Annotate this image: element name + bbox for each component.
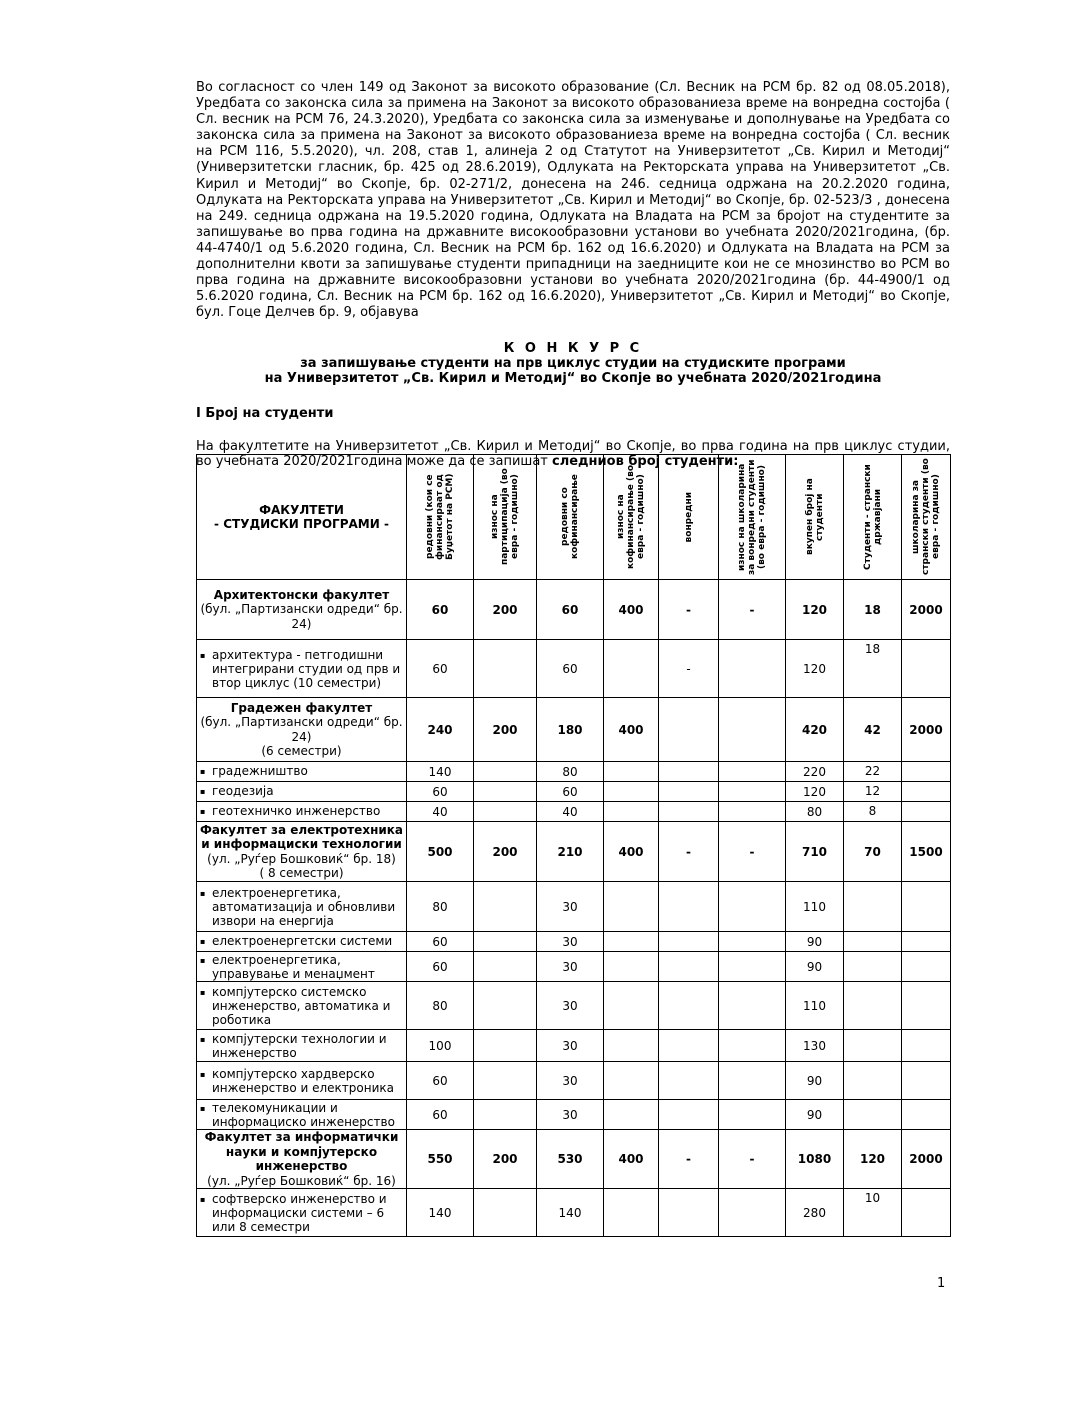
value-cell — [719, 1030, 786, 1062]
value-cell — [659, 698, 719, 762]
program-name: електроенергетика, управување и менаџмент — [212, 952, 375, 981]
value-cell: 60 — [407, 932, 474, 952]
value-cell: 90 — [786, 1100, 844, 1130]
program-row — [197, 1100, 951, 1130]
program-row — [197, 982, 951, 1030]
header-cell — [474, 455, 537, 580]
value-cell — [719, 762, 786, 782]
value-cell: 80 — [786, 802, 844, 822]
value-cell: 400 — [604, 698, 659, 762]
value-cell — [659, 782, 719, 802]
value-cell: 130 — [786, 1030, 844, 1062]
value-cell: - — [659, 1130, 719, 1189]
value-cell — [844, 1062, 902, 1100]
value-cell — [474, 1100, 537, 1130]
faculty-row — [197, 698, 951, 762]
value-cell: 200 — [474, 822, 537, 882]
faculty-name-cell — [197, 1130, 407, 1189]
value-cell — [719, 952, 786, 982]
program-name: геодезија — [212, 784, 274, 798]
faculty-row — [197, 580, 951, 640]
program-name-cell — [197, 782, 407, 802]
value-cell — [719, 782, 786, 802]
announcement-subtitle-line1: за запишување студенти на прв циклус студии на студиските програми — [300, 356, 846, 372]
value-cell — [474, 782, 537, 802]
value-cell: 30 — [537, 952, 604, 982]
faculty-detail: (бул. „Партизански одреди“ бр. 24) — [200, 602, 403, 631]
value-cell — [902, 802, 951, 822]
program-name: компјутерски технологии и инженерство — [212, 1031, 387, 1060]
value-cell: 80 — [407, 882, 474, 932]
value-cell — [659, 762, 719, 782]
value-cell — [604, 782, 659, 802]
value-cell: - — [659, 580, 719, 640]
program-name-cell — [197, 802, 407, 822]
header-cell — [604, 455, 659, 580]
faculty-name-cell — [197, 698, 407, 762]
announcement-title: К О Н К У Р С — [503, 341, 643, 357]
value-cell: 1500 — [902, 822, 951, 882]
faculty-name: Архитектонски факултет — [213, 587, 390, 602]
table-body — [197, 580, 951, 1237]
faculty-row — [197, 822, 951, 882]
value-cell: 10 — [844, 1189, 902, 1237]
value-cell — [474, 1062, 537, 1100]
value-cell: 18 — [844, 640, 902, 698]
value-cell — [902, 932, 951, 952]
value-cell: 280 — [786, 1189, 844, 1237]
header-faculties-line1: ФАКУЛТЕТИ — [259, 503, 344, 517]
bullet-icon: ▪ — [200, 1069, 206, 1079]
value-cell — [474, 952, 537, 982]
bullet-icon: ▪ — [200, 1103, 206, 1113]
value-cell — [474, 640, 537, 698]
header-cell — [537, 455, 604, 580]
value-cell: 400 — [604, 580, 659, 640]
value-cell — [902, 1189, 951, 1237]
value-cell: 1080 — [786, 1130, 844, 1189]
value-cell — [604, 982, 659, 1030]
program-row — [197, 1189, 951, 1237]
value-cell — [719, 1100, 786, 1130]
value-cell — [902, 882, 951, 932]
value-cell: 80 — [407, 982, 474, 1030]
program-row — [197, 1062, 951, 1100]
program-row — [197, 802, 951, 822]
value-cell: 60 — [537, 782, 604, 802]
header-label: износ на партиципација (во евра - годишно) — [490, 468, 520, 566]
value-cell: 30 — [537, 1100, 604, 1130]
value-cell — [719, 982, 786, 1030]
faculty-name-cell — [197, 822, 407, 882]
header-label: редовни (кои се финансираат од Буџетот на РСМ) — [425, 473, 455, 561]
program-name-cell — [197, 1189, 407, 1237]
value-cell: 30 — [537, 1030, 604, 1062]
program-name: електроенергетика, автоматизација и обновливи извори на енергија — [212, 885, 396, 928]
bullet-icon: ▪ — [200, 888, 206, 898]
header-label: вкупен број на студенти — [804, 478, 825, 556]
value-cell: 60 — [407, 782, 474, 802]
value-cell — [474, 932, 537, 952]
value-cell: - — [659, 822, 719, 882]
faculty-detail: (ул. „Руѓер Бошковиќ“ бр. 16) — [207, 1173, 396, 1188]
value-cell: 2000 — [902, 580, 951, 640]
faculty-detail: (бул. „Партизански одреди“ бр. 24) — [200, 715, 403, 744]
value-cell — [844, 982, 902, 1030]
value-cell: 40 — [407, 802, 474, 822]
value-cell: 80 — [537, 762, 604, 782]
value-cell — [719, 802, 786, 822]
value-cell — [474, 882, 537, 932]
program-row — [197, 1030, 951, 1062]
value-cell — [719, 882, 786, 932]
bullet-icon: ▪ — [200, 787, 206, 796]
value-cell: 120 — [786, 782, 844, 802]
program-name-cell — [197, 1100, 407, 1130]
value-cell: 2000 — [902, 698, 951, 762]
value-cell — [844, 1100, 902, 1130]
program-name: телекомуникации и информациско инженерство — [212, 1100, 395, 1129]
value-cell: 710 — [786, 822, 844, 882]
value-cell: 400 — [604, 1130, 659, 1189]
value-cell: 60 — [407, 1100, 474, 1130]
value-cell — [474, 1030, 537, 1062]
value-cell — [719, 932, 786, 952]
value-cell — [604, 802, 659, 822]
value-cell: 30 — [537, 982, 604, 1030]
value-cell: 140 — [407, 762, 474, 782]
header-cell — [844, 455, 902, 580]
value-cell: - — [719, 580, 786, 640]
value-cell — [844, 952, 902, 982]
program-name-cell — [197, 1030, 407, 1062]
header-label: Студенти - странски државјани — [862, 464, 883, 570]
value-cell — [719, 1189, 786, 1237]
value-cell: 530 — [537, 1130, 604, 1189]
value-cell: 240 — [407, 698, 474, 762]
value-cell: 60 — [537, 580, 604, 640]
value-cell — [719, 640, 786, 698]
value-cell — [474, 802, 537, 822]
value-cell: 90 — [786, 1062, 844, 1100]
value-cell: 90 — [786, 932, 844, 952]
value-cell: 8 — [844, 802, 902, 822]
faculty-row — [197, 1130, 951, 1189]
value-cell: 100 — [407, 1030, 474, 1062]
document-page — [196, 80, 950, 469]
value-cell: 40 — [537, 802, 604, 822]
program-name-cell — [197, 982, 407, 1030]
value-cell — [902, 1100, 951, 1130]
program-row — [197, 640, 951, 698]
program-name-cell — [197, 640, 407, 698]
program-name-cell — [197, 932, 407, 952]
faculty-detail: (ул. „Руѓер Бошковиќ“ бр. 18) — [207, 851, 396, 866]
value-cell — [902, 640, 951, 698]
value-cell: 110 — [786, 882, 844, 932]
value-cell: 120 — [786, 580, 844, 640]
header-cell — [786, 455, 844, 580]
bullet-icon: ▪ — [200, 767, 206, 776]
value-cell — [844, 932, 902, 952]
program-row — [197, 782, 951, 802]
header-cell — [902, 455, 951, 580]
program-row — [197, 882, 951, 932]
value-cell: 220 — [786, 762, 844, 782]
value-cell — [902, 982, 951, 1030]
value-cell: 30 — [537, 882, 604, 932]
value-cell: 22 — [844, 762, 902, 782]
value-cell: 200 — [474, 1130, 537, 1189]
value-cell — [719, 1062, 786, 1100]
value-cell: 60 — [407, 952, 474, 982]
value-cell — [902, 762, 951, 782]
faculty-detail: (6 семестри) — [261, 744, 342, 758]
value-cell — [659, 882, 719, 932]
lead-text: На факултетите на Универзитетот „Св. Кирил и Методиј“ во Скопје, во прва година на прв циклус студии, во учебната 2020/2021година може да се запишат — [196, 439, 950, 470]
value-cell: 60 — [407, 1062, 474, 1100]
value-cell — [902, 1030, 951, 1062]
program-name: архитектура - петгодишни интегрирани студии од прв и втор циклус (10 семестри) — [212, 647, 401, 690]
value-cell — [604, 952, 659, 982]
value-cell — [659, 1100, 719, 1130]
value-cell: 500 — [407, 822, 474, 882]
bullet-icon: ▪ — [200, 650, 206, 660]
value-cell: - — [659, 640, 719, 698]
bullet-icon: ▪ — [200, 987, 206, 997]
value-cell — [604, 1030, 659, 1062]
value-cell: 120 — [844, 1130, 902, 1189]
faculty-name: Градежен факултет — [230, 700, 373, 715]
announcement-subtitle-line2: на Универзитетот „Св. Кирил и Методиј“ во Скопје во учебната 2020/2021година — [264, 371, 882, 387]
value-cell: 60 — [407, 640, 474, 698]
table-header-row — [197, 455, 951, 580]
header-label: вонредни — [683, 491, 694, 543]
value-cell: 210 — [537, 822, 604, 882]
value-cell — [604, 640, 659, 698]
program-name: геотехничко инженерство — [212, 804, 381, 818]
value-cell: 60 — [407, 580, 474, 640]
value-cell — [604, 882, 659, 932]
value-cell — [902, 782, 951, 802]
faculty-name-cell — [197, 580, 407, 640]
program-name: електроенергетски системи — [212, 934, 393, 948]
program-row — [197, 932, 951, 952]
value-cell — [604, 932, 659, 952]
value-cell — [844, 1030, 902, 1062]
announcement-heading — [196, 341, 950, 386]
value-cell — [659, 952, 719, 982]
value-cell: 550 — [407, 1130, 474, 1189]
header-cell — [659, 455, 719, 580]
value-cell — [604, 1062, 659, 1100]
value-cell: 2000 — [902, 1130, 951, 1189]
value-cell — [474, 982, 537, 1030]
value-cell — [659, 802, 719, 822]
header-label: износ на школарина за вонредни студенти (во евра - годишно) — [737, 459, 767, 575]
value-cell: 90 — [786, 952, 844, 982]
intro-paragraph: Во согласност со член 149 од Законот за високото образование (Сл. Весник на РСМ бр. 82 од 08.05.2018), Уредбата со законска сила за примена на Законот за високото образованиеза време на вонредна состојба ( Сл. весник на РСМ 76, 24.3.2020), Уредбата со законска сила за изменување и дополнување на Уредбата со законска сила за примена на Законот за високото образованиеза време на вонредна состојба ( Сл. весник на РСМ 116, 5.5.2020), чл. 208, став 1, алинеја 2 од Статутот на Универзитетот „Св. Кирил и Методиј“ (Универзитетски гласник, бр. 425 од 28.6.2019), Одлуката на Ректорската управа на Универзитетот „Св. Кирил и Методиј“ во Скопје, бр. 02-271/2, донесена на 246. седница одржана на 20.2.2020 година, Одлуката на Ректорската управа на Универзитетот „Св. Кирил и Методиј“ во Скопје, бр. 02-523/3 , донесена на 249. седница одржана на 19.5.2020 година, Одлуката на Владата на РСМ за бројот на студентите за запишување во прва година на државните високообразовни установи во учебната 2020/2021година, (бр. 44-4740/1 од 5.6.2020 година, Сл. Весник на РСМ бр. 162 од 16.6.2020) и Одлуката на Владата на РСМ за дополнителни квоти за запишување студенти припадници на заедниците кои не се мнозинство во РСМ во прва година на државните високообразовни установи во учебната 2020/2021година (бр. 44-4900/1 од 5.6.2020 година, Сл. Весник на РСМ бр. 162 од 16.6.2020), Универзитетот „Св. Кирил и Методиј“ во Скопје, бул. Гоце Делчев бр. 9, објавува — [196, 80, 950, 321]
value-cell: - — [719, 822, 786, 882]
value-cell — [659, 1062, 719, 1100]
value-cell: - — [719, 1130, 786, 1189]
program-name-cell — [197, 1062, 407, 1100]
value-cell — [902, 1062, 951, 1100]
value-cell: 400 — [604, 822, 659, 882]
value-cell: 30 — [537, 932, 604, 952]
program-name: компјутерско хардверско инженерство и електроника — [212, 1066, 394, 1095]
value-cell: 180 — [537, 698, 604, 762]
program-row — [197, 762, 951, 782]
header-cell — [407, 455, 474, 580]
value-cell — [604, 762, 659, 782]
value-cell — [844, 882, 902, 932]
value-cell: 200 — [474, 698, 537, 762]
enrollment-table — [196, 454, 951, 1237]
faculty-name: Факултет за информатички науки и компјутерско инженерство — [204, 1130, 399, 1173]
value-cell — [659, 932, 719, 952]
section-title: I Број на студенти — [196, 406, 334, 422]
value-cell: 420 — [786, 698, 844, 762]
bullet-icon: ▪ — [200, 1194, 206, 1204]
program-name: софтверско инженерство и информациски системи – 6 или 8 семестри — [212, 1191, 387, 1234]
value-cell: 12 — [844, 782, 902, 802]
value-cell — [474, 1189, 537, 1237]
faculty-name: Факултет за електротехника и информациски технологии — [200, 822, 404, 851]
bullet-icon: ▪ — [200, 1034, 206, 1044]
page-number: 1 — [937, 1276, 946, 1291]
value-cell: 140 — [407, 1189, 474, 1237]
value-cell — [604, 1100, 659, 1130]
bullet-icon: ▪ — [200, 955, 206, 965]
program-name: компјутерско системско инженерство, автоматика и роботика — [212, 984, 391, 1027]
value-cell — [604, 1189, 659, 1237]
value-cell: 140 — [537, 1189, 604, 1237]
header-label: износ на кофинансирање (во евра - годишно) — [616, 464, 646, 570]
header-label: школарина за странски студенти (во евра - годишно) — [911, 458, 941, 576]
value-cell — [659, 1030, 719, 1062]
value-cell: 60 — [537, 640, 604, 698]
program-name-cell — [197, 762, 407, 782]
value-cell — [719, 698, 786, 762]
header-faculties — [197, 455, 407, 580]
value-cell: 120 — [786, 640, 844, 698]
value-cell — [474, 762, 537, 782]
value-cell: 18 — [844, 580, 902, 640]
header-faculties-line2: - СТУДИСКИ ПРОГРАМИ - — [214, 517, 389, 531]
value-cell — [659, 982, 719, 1030]
program-name: градежништво — [212, 764, 308, 778]
bullet-icon: ▪ — [200, 937, 206, 946]
header-cell — [719, 455, 786, 580]
value-cell: 30 — [537, 1062, 604, 1100]
value-cell: 200 — [474, 580, 537, 640]
program-name-cell — [197, 882, 407, 932]
value-cell: 110 — [786, 982, 844, 1030]
value-cell: 42 — [844, 698, 902, 762]
faculty-detail: ( 8 семестри) — [259, 866, 344, 880]
bullet-icon: ▪ — [200, 807, 206, 816]
value-cell: 70 — [844, 822, 902, 882]
lead-bold: следниов број студенти: — [552, 454, 739, 470]
value-cell — [902, 952, 951, 982]
program-row — [197, 952, 951, 982]
value-cell — [659, 1189, 719, 1237]
header-label: редовни со кофинансирање — [560, 474, 580, 560]
program-name-cell — [197, 952, 407, 982]
